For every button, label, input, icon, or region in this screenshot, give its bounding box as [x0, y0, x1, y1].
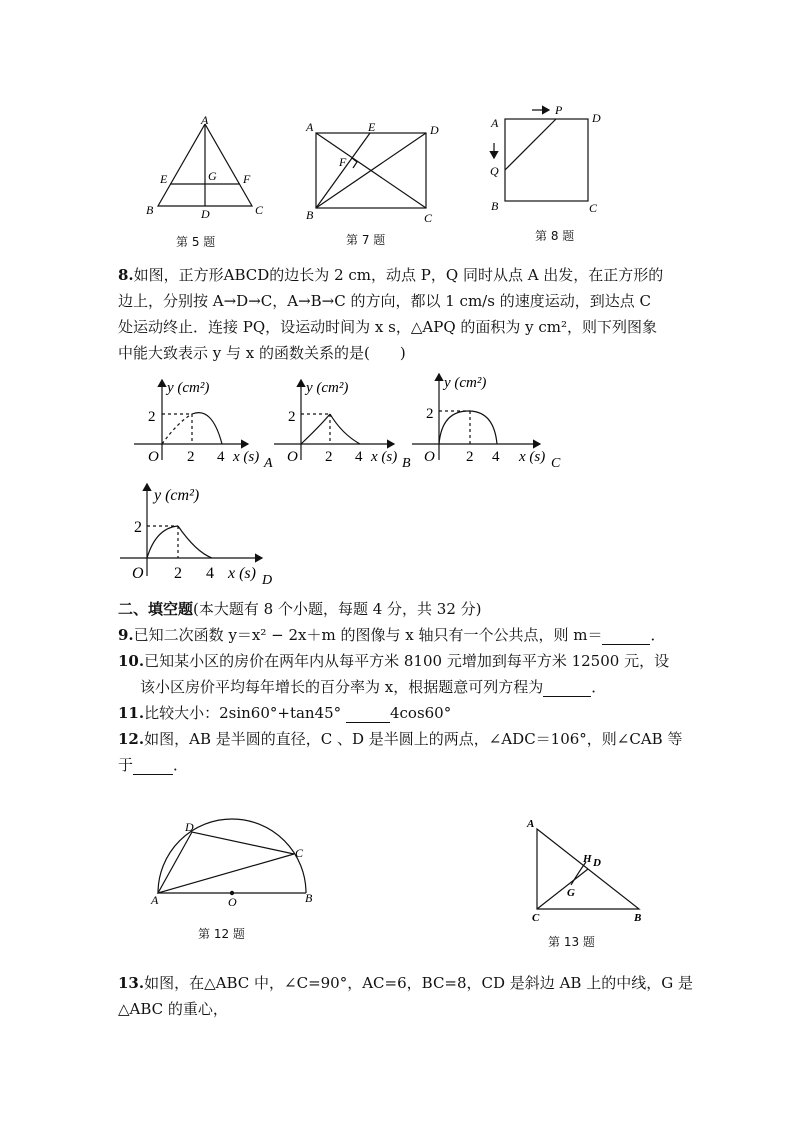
graph-b-ylabel: y (cm²): [306, 380, 349, 396]
fig12-semicircle: [158, 819, 306, 893]
graph-d-xtick-4: 4: [206, 565, 214, 582]
graph-d-ylabel: y (cm²): [154, 487, 200, 504]
fig12-quadrilateral: [158, 832, 294, 893]
graph-c-xtick-2: 2: [466, 449, 474, 465]
graph-c-ylabel: y (cm²): [444, 375, 487, 391]
section-2-title: 二、填空题: [118, 600, 194, 618]
fig12-label-A: A: [151, 893, 159, 907]
fig13-median-CD: [537, 869, 588, 909]
fig7-label-C: C: [424, 211, 433, 225]
question-13-cont: [118, 998, 228, 1019]
graph-a-origin: O: [148, 449, 159, 465]
q13-line2: △ABC 的重心，: [118, 1000, 228, 1018]
section-2-note: (本大题有 8 个小题，每题 4 分，共 32 分): [193, 600, 482, 618]
q13-line1: 如图，在△ABC 中，∠C=90°，AC=6，BC=8，CD 是斜边 AB 上的中线，G 是: [144, 974, 693, 992]
fig5-label-B: B: [146, 203, 154, 217]
graph-a-xtick-2: 2: [187, 449, 195, 465]
fig13-label-D: D: [593, 857, 601, 869]
q11-text-left: 比较大小：2sin60°+tan45°: [144, 704, 342, 722]
q8-number: 8.: [118, 266, 134, 284]
graph-b-xtick-4: 4: [355, 449, 363, 465]
q13-number: 13.: [118, 974, 145, 992]
q11-number: 11.: [118, 704, 145, 722]
fig8-label-D: D: [592, 111, 601, 125]
q9-answer-blank[interactable]: [602, 626, 650, 645]
graph-b-ytick: 2: [288, 409, 296, 425]
fig7-diagonal-BD: [316, 133, 426, 208]
fig12-label-C: C: [295, 846, 304, 860]
graph-c-origin: O: [424, 449, 435, 465]
fig7-diagonal-AC: [316, 133, 426, 208]
graph-d-ytick: 2: [134, 519, 142, 536]
graph-c-xtick-4: 4: [492, 449, 500, 465]
graph-b-xtick-2: 2: [325, 449, 333, 465]
fig8-caption: 第 8 题: [535, 229, 575, 243]
fig7-label-E: E: [368, 120, 376, 134]
fig7-segment-BE: [316, 133, 370, 208]
question-12-cont: [118, 754, 188, 775]
q9-number: 9.: [118, 626, 134, 644]
fig5-caption: 第 5 题: [176, 235, 216, 249]
fig8-label-A: A: [491, 116, 499, 130]
fig7-label-F: F: [339, 155, 347, 169]
fig8-label-Q: Q: [490, 164, 499, 178]
section-2-heading: [118, 598, 482, 619]
fig13-label-B: B: [634, 912, 642, 924]
question-10: [118, 650, 669, 671]
graph-a-option: A: [264, 456, 273, 471]
graph-a-ylabel: y (cm²): [167, 380, 210, 396]
fig8-label-B: B: [491, 199, 499, 213]
graph-c-ytick: 2: [426, 406, 434, 422]
graph-a-xlabel: x (s): [233, 449, 260, 465]
fig7-right-angle-mark: [352, 158, 357, 168]
q8-line2: 边上，分别按 A→D→C，A→B→C 的方向，都以 1 cm/s 的速度运动，到达点 C: [118, 292, 651, 310]
graph-b-origin: O: [287, 449, 298, 465]
fig7-rectangle: [316, 133, 426, 208]
fig5-label-C: C: [255, 203, 264, 217]
fig5-label-D: D: [201, 207, 210, 221]
q10-line2: 该小区房价平均每年增长的百分率为 x，根据题意可列方程为: [140, 678, 544, 696]
graph-a-xtick-4: 4: [217, 449, 225, 465]
fig8-label-C: C: [589, 201, 598, 215]
q10-number: 10.: [118, 652, 145, 670]
svg-text:y (cm²): [165, 380, 209, 396]
q8-line3: 处运动终止．连接 PQ，设运动时间为 x s，△APQ 的面积为 y cm²，则下列图象: [118, 318, 658, 336]
fig5-triangle: [158, 124, 252, 206]
fig13-label-G: G: [567, 887, 575, 899]
q12-line1: 如图，AB 是半圆的直径，C 、D 是半圆上的两点，∠ADC＝106°，则∠CAB 等: [144, 730, 683, 748]
q8-line1: 如图，正方形ABCD的边长为 2 cm，动点 P，Q 同时从点 A 出发，在正方形的: [133, 266, 664, 284]
q11-answer-blank[interactable]: [346, 704, 390, 723]
fig5-label-A: A: [201, 113, 209, 127]
graph-c-xlabel: x (s): [519, 449, 546, 465]
graph-b-option: B: [402, 456, 411, 471]
question-13: [118, 972, 693, 993]
graph-a-ytick: 2: [148, 409, 156, 425]
fig5-label-F: F: [243, 172, 251, 186]
graph-d-xlabel: x (s): [228, 565, 256, 582]
fig13-label-C: C: [532, 912, 540, 924]
q10-answer-blank[interactable]: [543, 678, 591, 697]
fig13-arc: [571, 862, 586, 885]
fig12-label-B: B: [305, 891, 313, 905]
fig13-caption: 第 13 题: [548, 935, 595, 949]
q12-answer-blank[interactable]: [133, 756, 173, 775]
q12-end: ．: [173, 756, 189, 774]
graph-d-option: D: [262, 573, 273, 588]
fig8-square: [505, 119, 588, 201]
fig13-label-H: H: [583, 853, 592, 865]
fig12-caption: 第 12 题: [198, 927, 245, 941]
question-9: [118, 624, 666, 645]
q10-end: ．: [591, 678, 607, 696]
question-11: [118, 702, 451, 723]
q9-end: ．: [650, 626, 666, 644]
graph-d-origin: O: [132, 565, 144, 582]
q9-text: 已知二次函数 y＝x² − 2x＋m 的图像与 x 轴只有一个公共点，则 m＝: [133, 626, 603, 644]
fig13-label-A: A: [527, 818, 535, 830]
fig7-caption: 第 7 题: [346, 233, 386, 247]
question-12: [118, 728, 682, 749]
fig12-label-D: D: [185, 820, 194, 834]
fig7-label-A: A: [306, 120, 314, 134]
fig12-center-dot: [230, 891, 234, 895]
fig5-label-E: E: [160, 172, 168, 186]
fig7-label-D: D: [430, 123, 439, 137]
graph-b-xlabel: x (s): [371, 449, 398, 465]
q8-line4: 中能大致表示 y 与 x 的函数关系的是( ): [118, 344, 406, 362]
fig12-label-O: O: [228, 895, 237, 909]
fig7-label-B: B: [306, 208, 314, 222]
question-8: [118, 262, 678, 366]
q12-line2: 于: [118, 756, 134, 774]
fig5-label-G: G: [208, 169, 217, 183]
fig8-label-P: P: [555, 103, 563, 117]
q11-text-right: 4cos60°: [389, 704, 452, 722]
q10-line1: 已知某小区的房价在两年内从每平方米 8100 元增加到每平方米 12500 元，设: [144, 652, 670, 670]
fig13-triangle: [537, 829, 639, 909]
fig8-segment-PQ: [505, 119, 556, 170]
graph-d-xtick-2: 2: [174, 565, 182, 582]
q12-number: 12.: [118, 730, 145, 748]
graph-c-option: C: [551, 456, 561, 471]
question-10-cont: [140, 676, 606, 697]
